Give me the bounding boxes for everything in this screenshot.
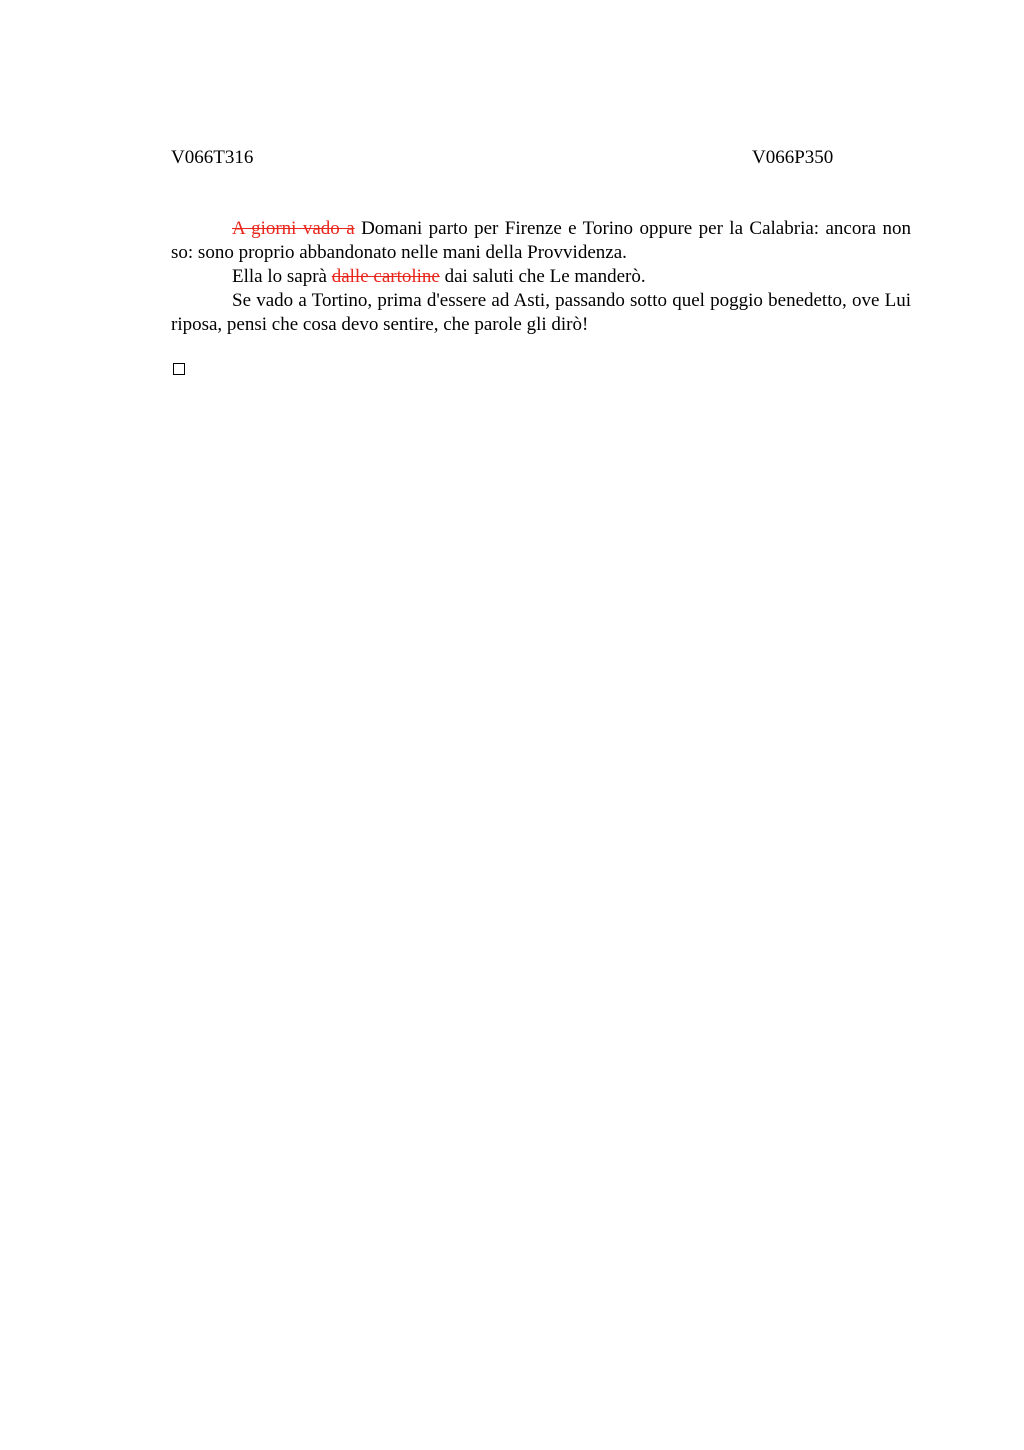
letter-body — [171, 217, 911, 337]
paragraph-text: dai saluti che Le manderò. — [439, 266, 646, 287]
paragraph-text: Domani parto per Firenze e Torino oppure per la Calabria: ancora non so: sono proprio abbandonato nelle mani della Provvidenza. — [171, 218, 911, 263]
document-code-right: V066P350 — [752, 147, 834, 168]
deleted-text: A giorni vado a — [232, 218, 355, 239]
checkbox-icon — [173, 363, 185, 375]
paragraph-3 — [171, 289, 911, 337]
paragraph-text: Se vado a Tortino, prima d'essere ad Asti, passando sotto quel poggio benedetto, ove Lui riposa, pensi che cosa devo sentire, che parole gli dirò! — [171, 290, 911, 335]
paragraph-2 — [171, 265, 911, 289]
document-code-left: V066T316 — [171, 147, 254, 168]
paragraph-text: Ella lo saprà — [232, 266, 332, 287]
deleted-text: dalle cartoline — [331, 266, 440, 287]
paragraph-1 — [171, 217, 911, 265]
